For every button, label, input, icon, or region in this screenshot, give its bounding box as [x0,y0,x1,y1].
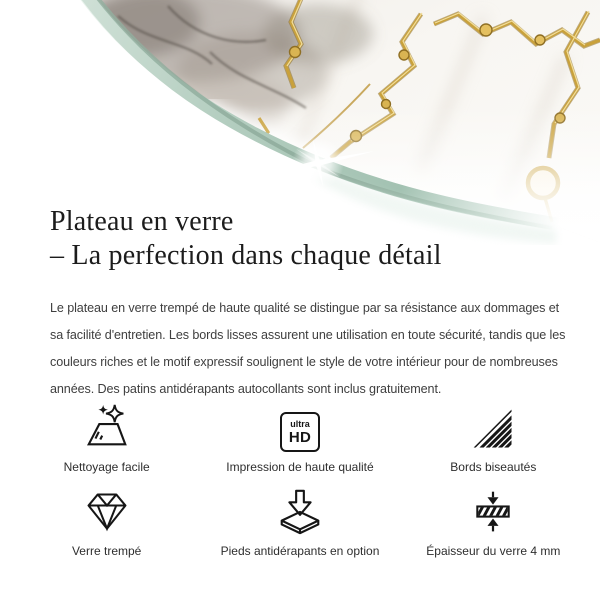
feature-label: Bords biseautés [450,460,537,474]
page-title-line1: Plateau en verre [50,206,234,237]
easy-cleaning-icon [82,402,132,452]
feature-print-quality [203,402,396,474]
feature-label: Pieds antidérapants en option [220,544,380,558]
anti-slip-pads-icon [275,486,325,536]
feature-label: Impression de haute qualité [226,460,374,474]
product-description: Le plateau en verre trempé de haute qualité se distingue par sa résistance aux dommages et sa facilité d'entretien. Les bords lisses assurent une utilisation en toute sécurité, tandis que les couleurs riches et le motif expressif soulignent le style de votre intérieur pour de nombreuses années. Des patins antidérapants autocollants sont inclus gratuitement. [50,300,566,396]
feature-easy-cleaning [10,402,203,474]
feature-tempered-glass [10,486,203,558]
ultra-hd-badge-bottom: HD [288,428,312,446]
ultra-hd-badge-top: ultra [290,418,310,429]
page-title [50,205,442,273]
feature-glass-thickness [397,486,590,558]
ultra-hd-icon [280,402,320,452]
feature-label: Nettoyage facile [63,460,150,474]
glass-thickness-icon [469,486,517,536]
page-title-line2: – La perfection dans chaque détail [50,240,442,271]
feature-label: Verre trempé [71,544,142,558]
feature-beveled-edges [397,402,590,474]
beveled-edges-icon [470,402,516,452]
feature-grid [0,402,600,558]
tempered-glass-diamond-icon [83,486,131,536]
feature-anti-slip-pads [203,486,396,558]
feature-label: Épaisseur du verre 4 mm [426,544,561,558]
